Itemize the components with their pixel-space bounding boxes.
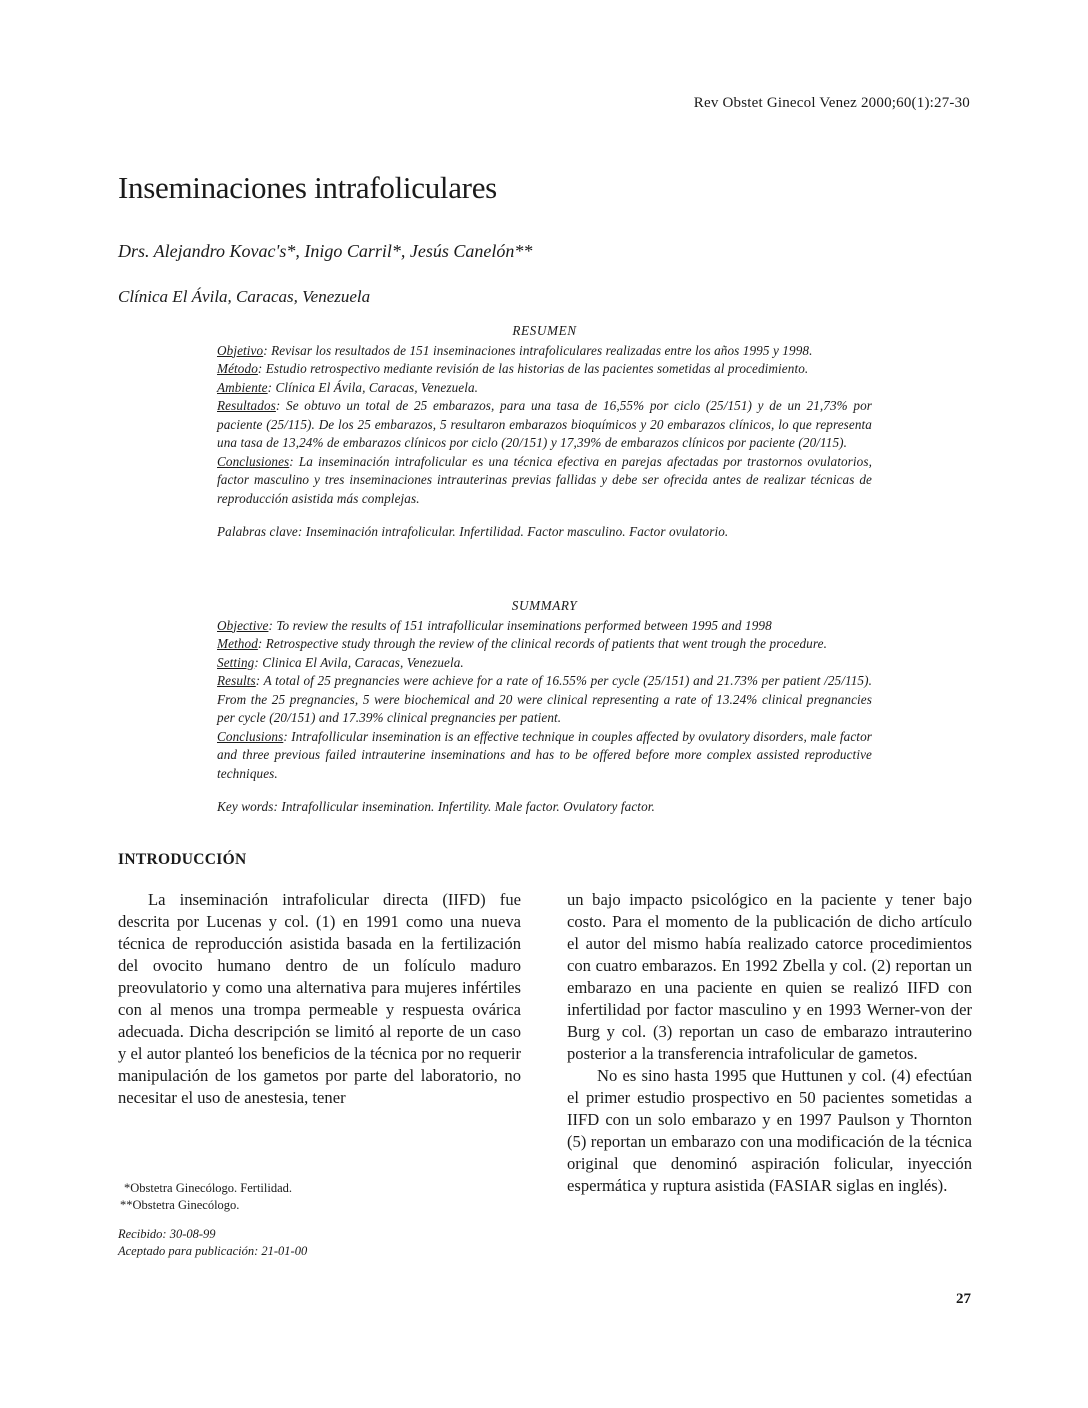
footnote: *Obstetra Ginecólogo. Fertilidad.	[124, 1181, 293, 1195]
accepted-date: Aceptado para publicación: 21-01-00	[118, 1244, 308, 1258]
submission-dates	[118, 1226, 307, 1260]
author-footnotes	[120, 1180, 292, 1214]
summary-heading: SUMMARY	[511, 598, 578, 613]
resumen-heading: RESUMEN	[512, 323, 577, 338]
body-column-right	[567, 889, 972, 1197]
body-column-left	[118, 889, 521, 1109]
body-paragraph: un bajo impacto psicológico en la paciente y tener bajo costo. Para el momento de la publicación de dicho artículo el autor del mismo había realizado catorce procedimientos con cuatro embarazos. En 1992 Zbella y col. (2) reportan un embarazo en una paciente en quien se realizó IIFD con infertilidad por factor masculino y en 1993 Werner-von der Burg y col. (3) reportan un caso de embarazo intrauterino posterior a la transferencia intrafolicular de gametos.	[567, 890, 972, 1063]
section-heading: INTRODUCCIÓN	[118, 851, 247, 868]
summary-conclusions: Conclusions: Intrafollicular insemination is an effective technique in couples affected by ovulatory disorders, male factor and three previous failed intrauterine inseminations and has to be offered before more complex assisted reproductive techniques.	[217, 728, 872, 781]
resumen-block	[217, 322, 872, 542]
footnote: **Obstetra Ginecólogo.	[120, 1198, 240, 1212]
page-number: 27	[956, 1291, 971, 1307]
authors: Drs. Alejandro Kovac's*, Inigo Carril*, Jesús Canelón**	[118, 241, 533, 261]
summary-setting: Setting: Clinica El Avila, Caracas, Venezuela.	[217, 654, 464, 670]
running-head: Rev Obstet Ginecol Venez 2000;60(1):27-30	[693, 95, 970, 111]
received-date: Recibido: 30-08-99	[118, 1227, 216, 1241]
resumen-metodo: Método: Estudio retrospectivo mediante revisión de las historias de las pacientes sometidas al procedimiento.	[217, 361, 809, 376]
body-paragraph: No es sino hasta 1995 que Huttunen y col. (4) efectúan el primer estudio prospectivo en 50 pacientes sometidas a IIFD con un solo embarazo y en 1997 Paulson y Thornton (5) reportan un embarazo con una modificación de la técnica original que denominó aspiración folicular, inyección espermática y ruptura asistida (FASIAR siglas en inglés).	[567, 1066, 972, 1195]
summary-objective: Objective: To review the results of 151 intrafollicular inseminations performed between 1995 and 1998	[217, 617, 772, 633]
summary-method: Method: Retrospective study through the review of the clinical records of patients that went trough the procedure.	[217, 636, 827, 651]
resumen-objetivo: Objetivo: Revisar los resultados de 151 inseminaciones intrafoliculares realizadas entre los años 1995 y 1998.	[217, 342, 813, 358]
resumen-ambiente: Ambiente: Clínica El Ávila, Caracas, Venezuela.	[217, 379, 479, 395]
resumen-keywords: Palabras clave: Inseminación intrafolicular. Infertilidad. Factor masculino. Factor ovulatorio.	[217, 524, 729, 539]
resumen-conclusiones: Conclusiones: La inseminación intrafolicular es una técnica efectiva en parejas afectadas por trastornos ovulatorios, factor masculino y tres inseminaciones intrauterinas previas fallidas y debe ser ofrecida antes de realizar técnicas de reproducción asistida más complejas.	[217, 453, 872, 506]
summary-block	[217, 597, 872, 817]
affiliation: Clínica El Ávila, Caracas, Venezuela	[118, 287, 371, 306]
summary-results: Results: A total of 25 pregnancies were achieve for a rate of 16.55% per cycle (25/151) and 21.73% per patient /25/115). From the 25 pregnancies, 5 were biochemical and 20 were clinical representing a rate of 13.24% clinical pregnancies per cycle (20/151) and 17.39% clinical pregnancies per patient.	[217, 673, 872, 725]
summary-keywords: Key words: Intrafollicular insemination. Infertility. Male factor. Ovulatory factor.	[217, 799, 655, 814]
body-paragraph: La inseminación intrafolicular directa (IIFD) fue descrita por Lucenas y col. (1) en 1991 como una nueva técnica de reproducción asistida basada en la fertilización del ovocito humano dentro de un folículo maduro preovulatorio y como una alternativa para mujeres infértiles con al menos una trompa permeable y respuesta ovárica adecuada. Dicha descripción se limitó al reporte de un caso y el autor planteó los beneficios de la técnica por no requerir manipulación de los gametos por parte del laboratorio, no necesitar el uso de anestesia, tener	[118, 890, 521, 1107]
article-title: Inseminaciones intrafoliculares	[118, 170, 497, 205]
resumen-resultados: Resultados: Se obtuvo un total de 25 embarazos, para una tasa de 16,55% por ciclo (25/151) y de un 21,73% por paciente (25/115). De los 25 embarazos, 5 resultaron embarazos bioquímicos y 20 embarazos clínicos, lo que representa una tasa de 13,24% de embarazos clínicos por ciclo (20/151) y 17,39% de embarazos clínicos por paciente (20/115).	[217, 398, 872, 450]
